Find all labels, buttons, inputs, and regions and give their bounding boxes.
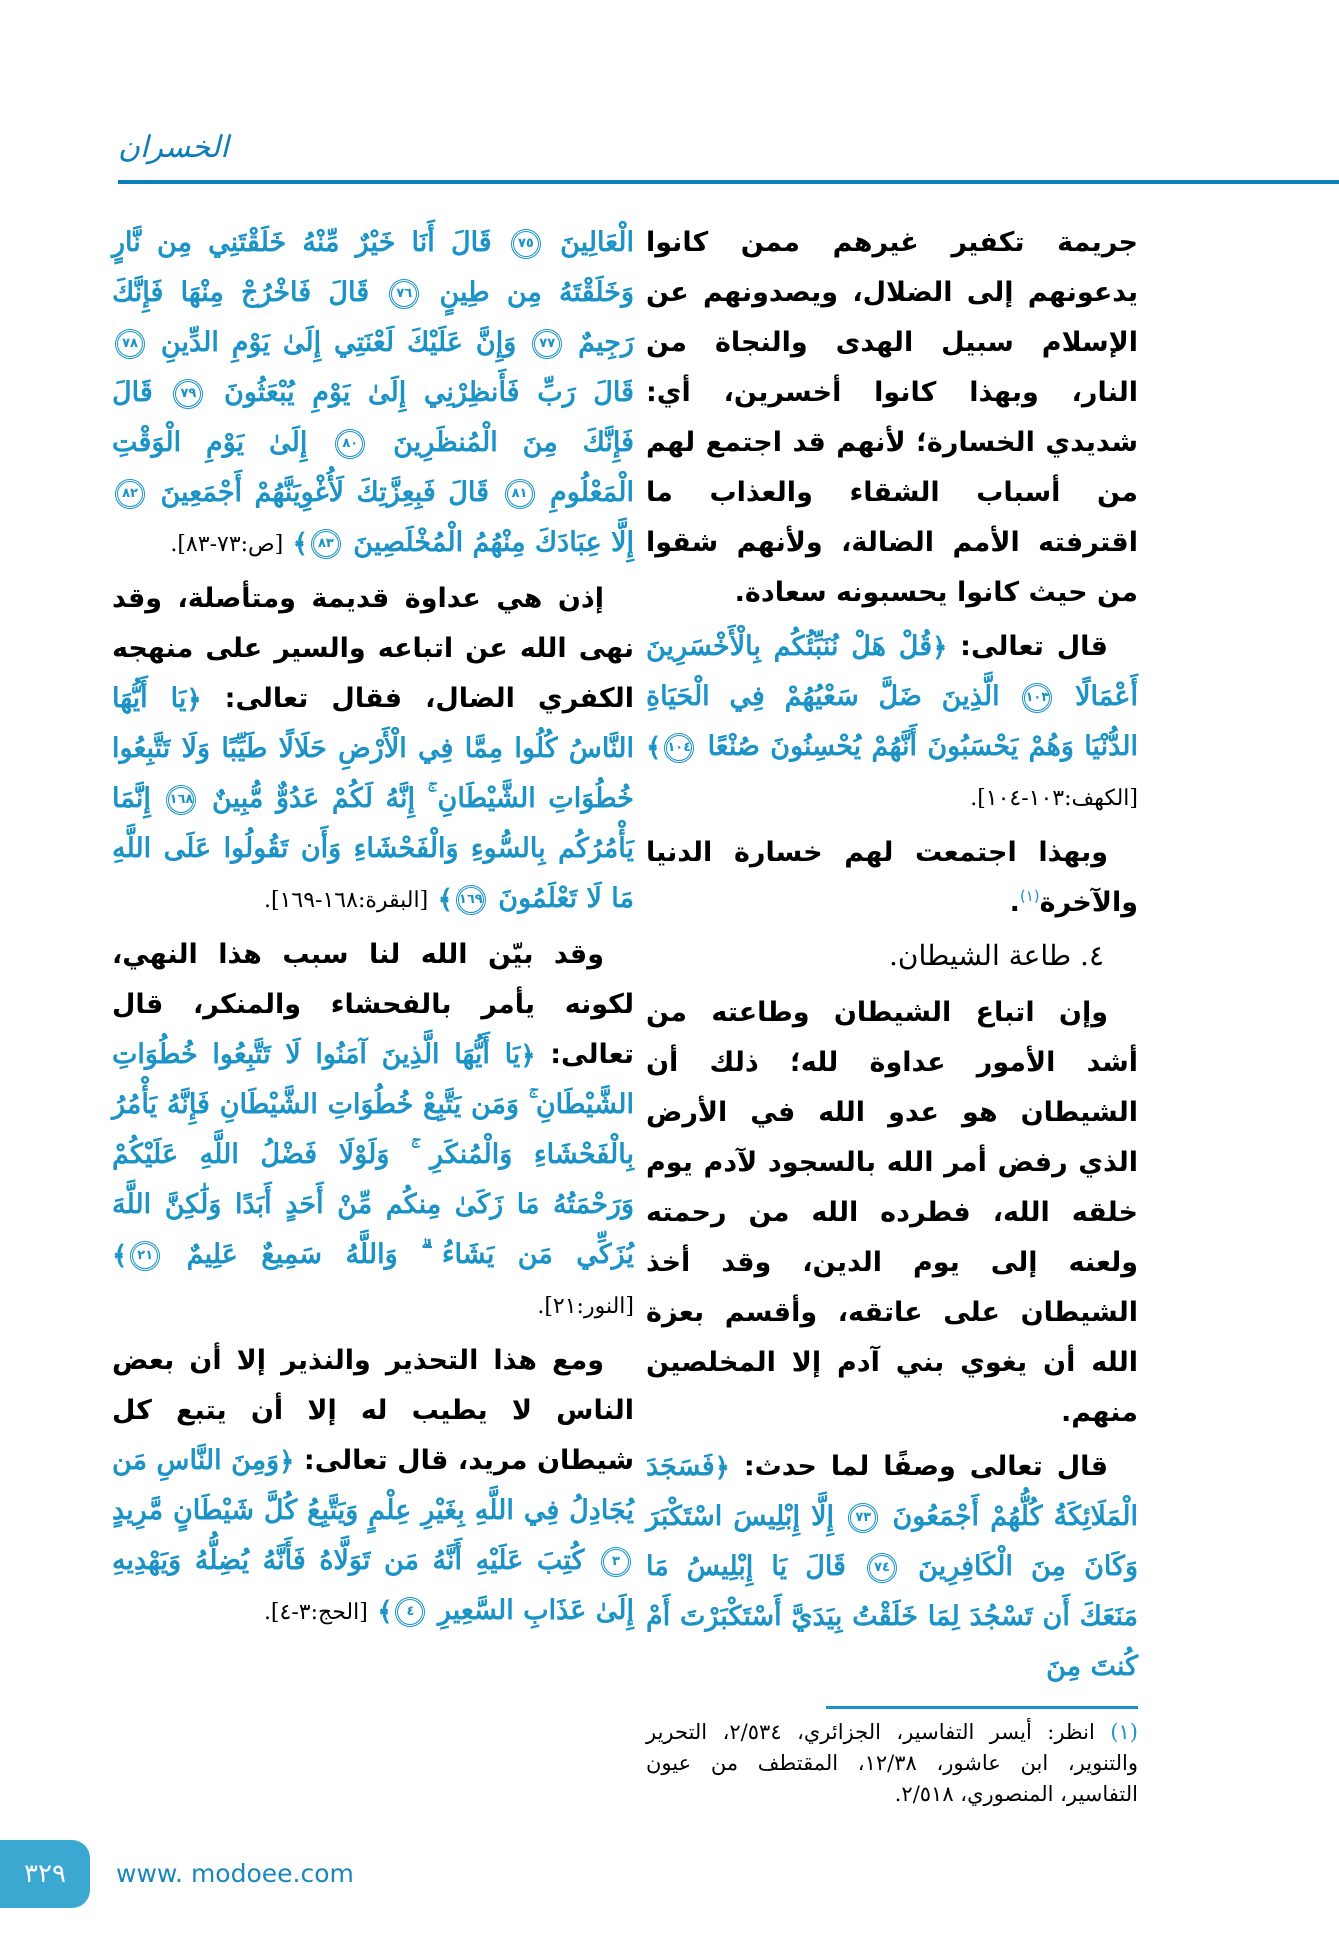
- ornate-bracket-close-icon: ﴾: [437, 884, 453, 915]
- paragraph: [646, 988, 1138, 1438]
- page-number: ٣٢٩: [24, 1859, 66, 1889]
- page-header: [0, 128, 1339, 184]
- ayah-number-marker: ٨١: [505, 479, 535, 509]
- quran-verse: فَسَجَدَ الْمَلَائِكَةُ كُلُّهُمْ أَجْمَعُونَ: [646, 1451, 1139, 1532]
- two-column-body: [0, 218, 1339, 1810]
- ayah-number-marker: ٨٣: [311, 529, 341, 559]
- right-column: [646, 218, 1138, 1810]
- ornate-bracket-open-icon: ﴿: [520, 1040, 536, 1071]
- quran-verse: كُتِبَ عَلَيْهِ أَنَّهُ مَن تَوَلَّاهُ فَأَنَّهُ يُضِلُّهُ وَيَهْدِيهِ إِلَىٰ عَذَابِ السَّعِيرِ: [112, 1545, 634, 1626]
- verse-reference: [النور:٢١].: [537, 1294, 634, 1319]
- quran-verse: يَا أَيُّهَا الَّذِينَ آمَنُوا لَا تَتَّبِعُوا خُطُوَاتِ الشَّيْطَانِ ۚ وَمَن يَتَّبِعْ خُطُوَاتِ الشَّيْطَانِ فَإِنَّهُ يَأْمُرُ بِالْفَحْشَاءِ وَالْمُنكَرِ ۚ وَلَوْلَا فَضْلُ اللَّهِ عَلَيْكُمْ وَرَحْمَتُهُ مَا زَكَىٰ مِنكُم مِّنْ أَحَدٍ أَبَدًا وَلَٰكِنَّ اللَّهَ يُزَكِّي مَن يَشَاءُ ۗ وَاللَّهُ سَمِيعٌ عَلِيمٌ: [112, 1039, 635, 1270]
- left-column: [112, 218, 634, 1642]
- ornate-bracket-open-icon: ﴿: [932, 632, 948, 663]
- ayah-number-marker: ١٠٤: [664, 733, 694, 763]
- paragraph-text: وقد بيّن الله لنا سبب هذا النهي، لكونه يأمر بالفحشاء والمنكر، قال تعالى:: [112, 939, 635, 1070]
- quran-verse: قَالَ فَاخْرُجْ مِنْهَا فَإِنَّكَ رَجِيمٌ: [112, 277, 634, 358]
- quran-verse: إِلَىٰ يَوْمِ الْوَقْتِ الْمَعْلُومِ: [112, 427, 635, 508]
- verse-block: [112, 218, 634, 570]
- ornate-bracket-close-icon: ﴾: [646, 732, 662, 763]
- paragraph-with-verse: [646, 1442, 1138, 1692]
- ayah-number-marker: ١٠٣: [1022, 683, 1052, 713]
- chapter-title: الخسران: [118, 130, 229, 165]
- footnote-number: (١): [1110, 1720, 1138, 1744]
- ayah-number-marker: ٧٨: [115, 329, 145, 359]
- ayah-number-marker: ٣: [601, 1547, 631, 1577]
- quran-verse: وَمِنَ النَّاسِ مَن يُجَادِلُ فِي اللَّهِ بِغَيْرِ عِلْمٍ وَيَتَّبِعُ كُلَّ شَيْطَانٍ مَّرِيدٍ: [112, 1445, 634, 1526]
- verse-reference: [البقرة:١٦٨-١٦٩].: [264, 888, 429, 913]
- quran-verse: قُلْ هَلْ نُنَبِّئُكُم بِالْأَخْسَرِينَ أَعْمَالًا: [646, 631, 1138, 712]
- ayah-number-marker: ٨٢: [115, 479, 145, 509]
- paragraph-text: وبهذا اجتمعت لهم خسارة الدنيا والآخرة: [646, 837, 1138, 918]
- ornate-bracket-close-icon: ﴾: [292, 528, 308, 559]
- ornate-bracket-open-icon: ﴿: [279, 1446, 295, 1477]
- quran-verse: قَالَ أَنَا خَيْرٌ مِّنْهُ خَلَقْتَنِي مِن نَّارٍ وَخَلَقْتَهُ مِن طِينٍ: [112, 227, 634, 308]
- verse-reference: [الكهف:١٠٣-١٠٤].: [970, 786, 1138, 811]
- paragraph-with-verse: [112, 1336, 634, 1638]
- ayah-number-marker: ٧٤: [867, 1553, 897, 1583]
- verse-reference: [الحج:٣-٤].: [263, 1600, 368, 1625]
- ayah-number-marker: ٧٦: [389, 279, 419, 309]
- quran-verse: قَالَ فَبِعِزَّتِكَ لَأُغْوِيَنَّهُمْ أَجْمَعِينَ: [160, 477, 490, 508]
- ornate-bracket-open-icon: ﴿: [186, 684, 202, 715]
- ornate-bracket-close-icon: ﴾: [112, 1240, 128, 1271]
- footnote-divider: [826, 1706, 1138, 1709]
- paragraph: [646, 828, 1138, 928]
- ayah-number-marker: ٧٥: [511, 229, 541, 259]
- footnote: [646, 1717, 1138, 1810]
- quran-verse: وَإِنَّ عَلَيْكَ لَعْنَتِي إِلَىٰ يَوْمِ الدِّينِ: [160, 327, 517, 358]
- ayah-number-marker: ٨٠: [335, 429, 365, 459]
- quran-verse: إِلَّا إِبْلِيسَ اسْتَكْبَرَ وَكَانَ مِنَ الْكَافِرِينَ: [646, 1501, 1139, 1582]
- footnote-reference[interactable]: (١): [1019, 887, 1040, 905]
- page-footer: [0, 1840, 1339, 1908]
- ornate-bracket-close-icon: ﴾: [377, 1596, 393, 1627]
- paragraph-text: إذن هي عداوة قديمة ومتأصلة، وقد نهى الله عن اتباعه والسير على منهجه الكفري الضال، فقال تعالى:: [112, 583, 634, 714]
- verse-intro: قال تعالى:: [960, 631, 1108, 662]
- section-heading: ٤. طاعة الشيطان.: [889, 939, 1104, 972]
- quran-verse: الْعَالِينَ: [560, 227, 634, 258]
- ornate-bracket-open-icon: ﴿: [714, 1452, 730, 1483]
- paragraph-with-verse: [112, 930, 634, 1332]
- verse-intro: قال تعالى وصفًا لما حدث:: [743, 1451, 1108, 1482]
- ayah-number-marker: ٧٩: [173, 379, 203, 409]
- footnote-text: انظر: أيسر التفاسير، الجزائري، ٢/٥٣٤، التحرير والتنوير، ابن عاشور، ١٢/٣٨، المقتطف من عيون التفاسير، المنصوري، ٢/٥١٨.: [646, 1720, 1138, 1806]
- quran-verse: قَالَ فَإِنَّكَ مِنَ الْمُنظَرِينَ: [112, 377, 635, 458]
- ayah-number-marker: ١٦٨: [166, 785, 196, 815]
- website-link[interactable]: www. modoee.com: [116, 1859, 354, 1888]
- quran-verse: إِلَّا عِبَادَكَ مِنْهُمُ الْمُخْلَصِينَ: [353, 527, 634, 558]
- paragraph-text: ومع هذا التحذير والنذير إلا أن بعض الناس لا يطيب له إلا أن يتبع كل شيطان مريد، قال تعالى:: [112, 1345, 635, 1476]
- ayah-number-marker: ٤: [395, 1597, 425, 1627]
- paragraph-text: جريمة تكفير غيرهم ممن كانوا يدعونهم إلى الضلال، ويصدونهم عن الإسلام سبيل الهدى والنجاة من النار، وبهذا كانوا أخسرين، أي: شديدي الخسارة؛ لأنهم قد اجتمع لهم من أسباب الشقاء والعذاب ما اقترفته الأمم الضالة، ولأنهم شقوا من حيث كانوا يحسبونه سعادة.: [646, 227, 1138, 608]
- punctuation: .: [1009, 887, 1020, 918]
- paragraph-with-verse: [112, 574, 634, 926]
- verse-reference: [ص:٧٣-٨٣].: [170, 532, 284, 557]
- quran-verse: قَالَ رَبِّ فَأَنظِرْنِي إِلَىٰ يَوْمِ يُبْعَثُونَ: [224, 377, 635, 408]
- paragraph-with-verse: [646, 622, 1138, 824]
- quran-verse: الَّذِينَ ضَلَّ سَعْيُهُمْ فِي الْحَيَاةِ الدُّنْيَا وَهُمْ يَحْسَبُونَ أَنَّهُمْ يُحْسِنُونَ صُنْعًا: [646, 681, 1138, 762]
- ayah-number-marker: ٧٧: [532, 329, 562, 359]
- quran-verse: يَا أَيُّهَا النَّاسُ كُلُوا مِمَّا فِي الْأَرْضِ حَلَالًا طَيِّبًا وَلَا تَتَّبِعُوا خُطُوَاتِ الشَّيْطَانِ ۚ إِنَّهُ لَكُمْ عَدُوٌّ مُّبِينٌ: [112, 683, 634, 814]
- ayah-number-marker: ٧٣: [848, 1503, 878, 1533]
- ayah-number-marker: ٢١: [130, 1241, 160, 1271]
- ayah-number-marker: ١٦٩: [456, 885, 486, 915]
- header-divider: [118, 180, 1339, 184]
- quran-verse: إِنَّمَا يَأْمُرُكُم بِالسُّوءِ وَالْفَحْشَاءِ وَأَن تَقُولُوا عَلَى اللَّهِ مَا لَا تَعْلَمُونَ: [112, 783, 634, 914]
- page-number-badge: [0, 1840, 90, 1908]
- quran-verse: قَالَ يَا إِبْلِيسُ مَا مَنَعَكَ أَن تَسْجُدَ لِمَا خَلَقْتُ بِيَدَيَّ أَسْتَكْبَرْتَ أَمْ كُنتَ مِنَ: [646, 1551, 1138, 1682]
- paragraph-text: وإن اتباع الشيطان وطاعته من أشد الأمور عداوة لله؛ ذلك أن الشيطان هو عدو الله في الأرض الذي رفض أمر الله بالسجود لآدم يوم خلقه الله، فطرده الله من رحمته ولعنه إلى يوم الدين، وقد أخذ الشيطان على عاتقه، وأقسم بعزة الله أن يغوي بني آدم إلا المخلصين منهم.: [646, 997, 1138, 1428]
- paragraph: [646, 218, 1138, 618]
